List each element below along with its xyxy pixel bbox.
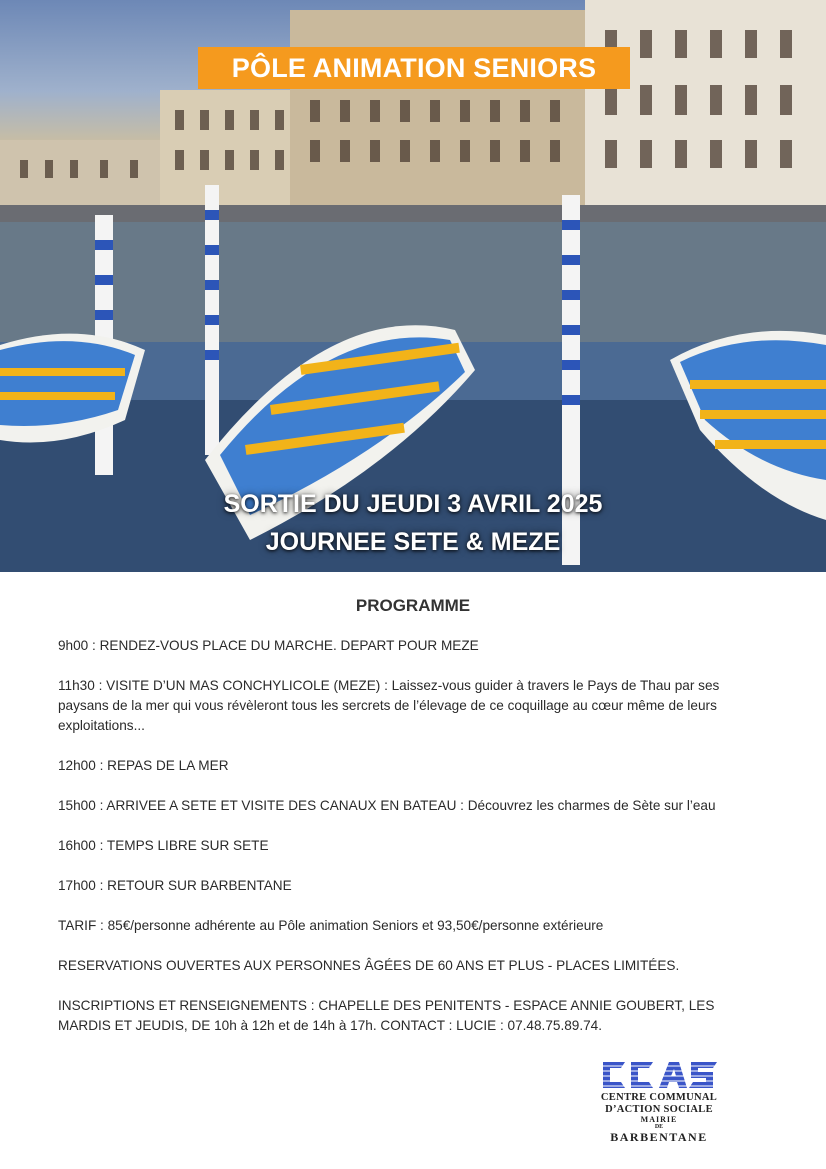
schedule-item-repas: 12h00 : REPAS DE LA MER — [58, 758, 229, 773]
schedule-item-temps-libre: 16h00 : TEMPS LIBRE SUR SETE — [58, 838, 269, 853]
schedule-item-canaux: 15h00 : ARRIVEE A SETE ET VISITE DES CANAUX EN BATEAU : Découvrez les charmes de Sète sur l’eau — [58, 798, 716, 813]
logo-line-2: D’ACTION SOCIALE — [605, 1104, 713, 1115]
tarif-text: TARIF : 85€/personne adhérente au Pôle animation Seniors et 93,50€/personne extérieure — [58, 918, 604, 933]
inscriptions-text: INSCRIPTIONS ET RENSEIGNEMENTS : CHAPELLE DES PENITENTS - ESPACE ANNIE GOUBERT, LES MARDIS ET JEUDIS, DE 10h à 12h et de 14h à 17h. CONTACT : LUCIE : 07.48.75.89.74. — [58, 998, 715, 1033]
logo-line-5: BARBENTANE — [610, 1130, 708, 1144]
schedule-item-rendezvous: 9h00 : RENDEZ-VOUS PLACE DU MARCHE. DEPART POUR MEZE — [58, 638, 479, 653]
programme-section — [58, 596, 768, 1056]
schedule-item-visite-mas: 11h30 : VISITE D’UN MAS CONCHYLICOLE (MEZE) : Laissez-vous guider à travers le Pays de Thau par ses paysans de la mer qui vous révèleront tous les sercrets de l’élevage de ce coquillage au cœur même de leurs exploitations... — [58, 678, 720, 733]
event-subtitle: JOURNEE SETE & MEZE — [265, 528, 561, 556]
ccas-logo-mark — [599, 1060, 719, 1090]
reservations-text: RESERVATIONS OUVERTES AUX PERSONNES ÂGÉES DE 60 ANS ET PLUS - PLACES LIMITÉES. — [58, 958, 680, 973]
ccas-logo — [595, 1060, 723, 1165]
schedule-item-retour: 17h00 : RETOUR SUR BARBENTANE — [58, 878, 292, 893]
logo-line-4: DE — [654, 1124, 664, 1130]
logo-line-3: MAIRIE — [640, 1115, 678, 1124]
programme-heading: PROGRAMME — [355, 596, 471, 615]
hero-photo — [0, 0, 826, 572]
program-badge: PÔLE ANIMATION SENIORS — [198, 47, 630, 89]
event-date-title: SORTIE DU JEUDI 3 AVRIL 2025 — [223, 490, 603, 518]
logo-line-1: CENTRE COMMUNAL — [600, 1092, 718, 1103]
